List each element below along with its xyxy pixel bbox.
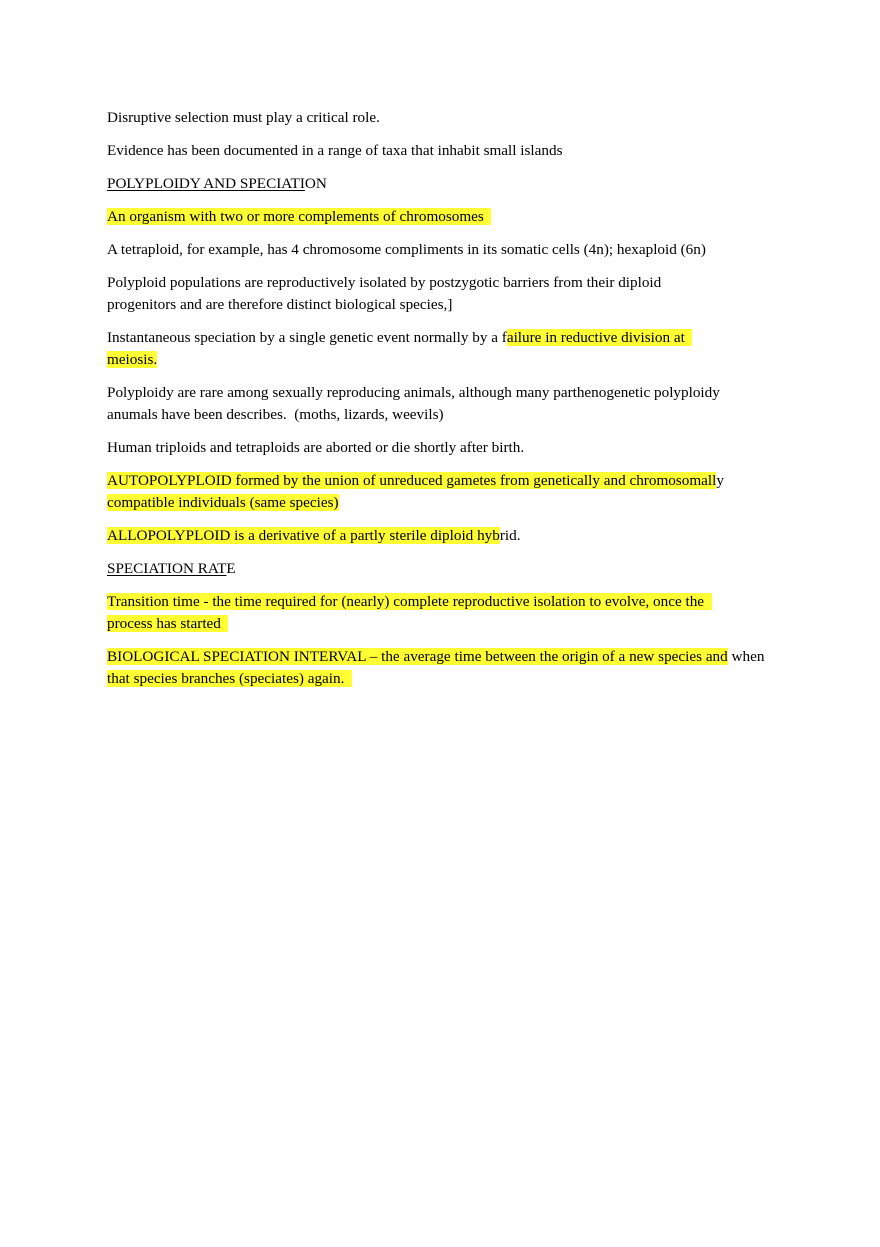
highlighted-text: process has started [107, 615, 229, 632]
text-run: Disruptive selection must play a critical role. [107, 109, 380, 126]
paragraph-2 [107, 140, 827, 162]
text-line [107, 140, 827, 162]
text-line [107, 646, 827, 668]
highlighted-text: Transition time - the time required for (nearly) complete reproductive isolation to evolve, once the [107, 593, 712, 610]
paragraph-3 [107, 173, 827, 195]
paragraph-6 [107, 272, 827, 316]
paragraph-4 [107, 206, 827, 228]
text-line [107, 591, 827, 613]
highlighted-text: BIOLOGICAL SPECIATION INTERVAL – the average time between the origin of a new species and [107, 648, 728, 665]
text-line [107, 470, 827, 492]
section-heading: POLYPLOIDY AND SPECIATI [107, 175, 305, 192]
text-run: E [226, 560, 236, 577]
highlighted-text: compatible individuals (same species) [107, 494, 339, 511]
text-line [107, 492, 827, 514]
text-run: when [727, 648, 765, 665]
text-run: Polyploid populations are reproductively isolated by postzygotic barriers from their diploid [107, 274, 662, 291]
paragraph-11 [107, 525, 827, 547]
text-run: rid. [499, 527, 521, 544]
text-run: A tetraploid, for example, has 4 chromosome compliments in its somatic cells (4n); hexaploid (6n) [107, 241, 706, 258]
text-run: Human triploids and tetraploids are aborted or die shortly after birth. [107, 439, 525, 456]
text-line [107, 349, 827, 371]
paragraph-12 [107, 558, 827, 580]
text-run: ON [304, 175, 327, 192]
paragraph-8 [107, 382, 827, 426]
highlighted-text: ailure in reductive division at [506, 329, 693, 346]
text-line [107, 613, 827, 635]
text-run: progenitors and are therefore distinct biological species,] [107, 296, 453, 313]
text-line [107, 294, 827, 316]
text-line [107, 239, 827, 261]
text-line [107, 437, 827, 459]
text-run: anumals have been describes. (moths, lizards, weevils) [107, 406, 444, 423]
highlighted-text: that species branches (speciates) again. [107, 670, 353, 687]
text-line [107, 107, 827, 129]
text-run: Evidence has been documented in a range of taxa that inhabit small islands [107, 142, 563, 159]
text-line [107, 382, 827, 404]
text-line [107, 404, 827, 426]
paragraph-5 [107, 239, 827, 261]
highlighted-text: meiosis. [107, 351, 158, 368]
text-run: Polyploidy are rare among sexually reproducing animals, although many parthenogenetic polyploidy [107, 384, 720, 401]
highlighted-text: ALLOPOLYPLOID is a derivative of a partly sterile diploid hyb [107, 527, 500, 544]
text-run: Instantaneous speciation by a single genetic event normally by a f [107, 329, 507, 346]
paragraph-9 [107, 437, 827, 459]
paragraph-13 [107, 591, 827, 635]
paragraph-1 [107, 107, 827, 129]
text-line [107, 272, 827, 294]
section-heading: SPECIATION RAT [107, 560, 227, 577]
paragraph-14 [107, 646, 827, 690]
text-line [107, 327, 827, 349]
paragraph-7 [107, 327, 827, 371]
text-run: y [716, 472, 724, 489]
text-line [107, 206, 827, 228]
paragraph-10 [107, 470, 827, 514]
document-body [107, 107, 827, 701]
highlighted-text: AUTOPOLYPLOID formed by the union of unreduced gametes from genetically and chromosomall [107, 472, 717, 489]
text-line [107, 668, 827, 690]
text-line [107, 558, 827, 580]
text-line [107, 525, 827, 547]
highlighted-text: An organism with two or more complements of chromosomes [107, 208, 492, 225]
text-line [107, 173, 827, 195]
